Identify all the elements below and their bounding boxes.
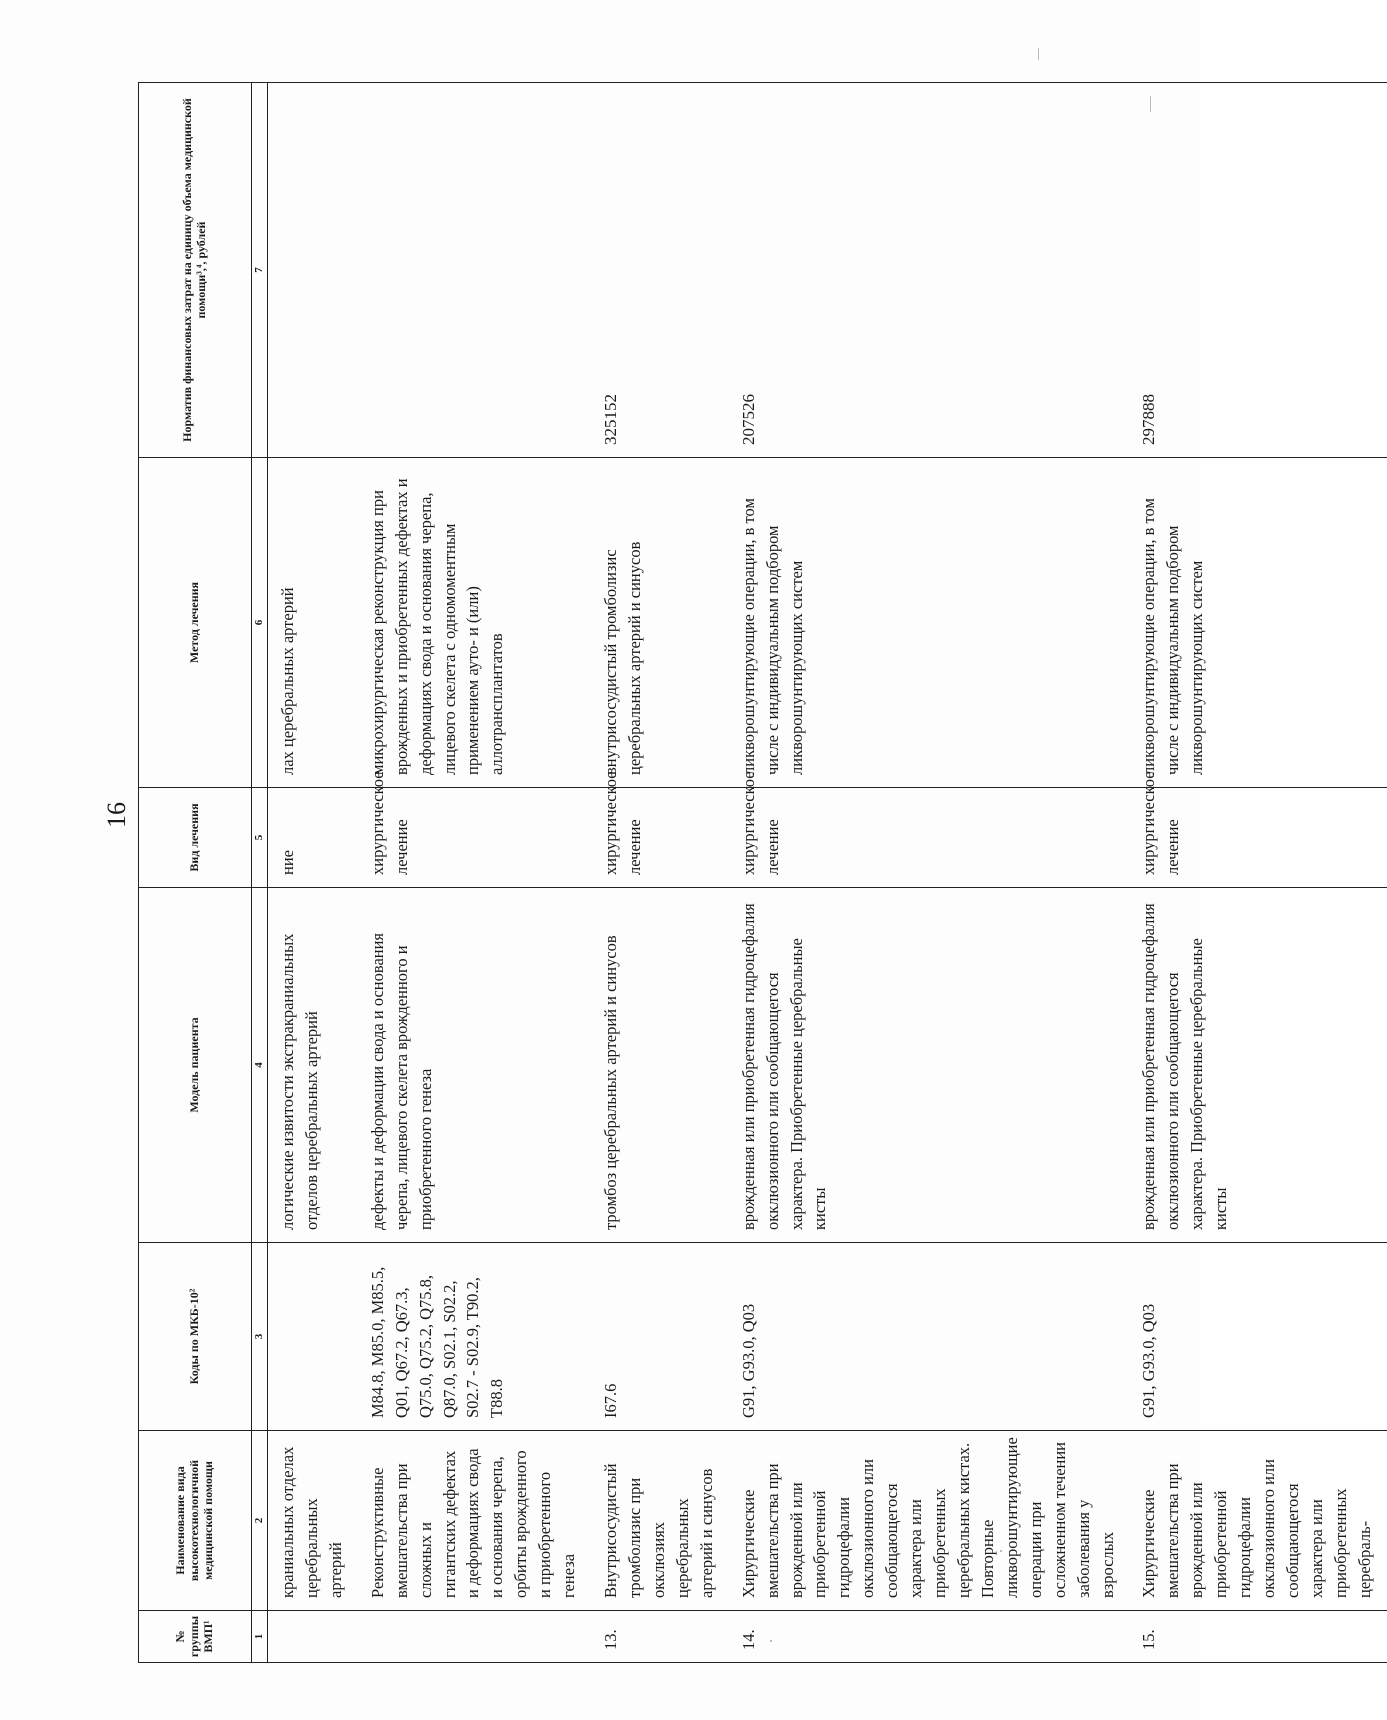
vmp-name-cell: Хирургические вмешательства при врожденной или приобретенной гидроцефалии окклюзионного или сообщающегося характера или приобретенных церебраль- (1129, 1431, 1386, 1611)
header-row (139, 83, 252, 1663)
patient-model-cell: врожденная или приобретенная гидроцефалия окклюзионного или сообщающегося характера. Приобретенные церебральные кисты (729, 888, 1130, 1243)
icd-codes-cell: M84.8, M85.0, M85.5, Q01, Q67.2, Q67.3, Q75.0, Q75.2, Q75.8, Q87.0, S02.1, S02.2, S02.7 - S02.9, T90.2, T88.8 (358, 1243, 591, 1431)
table-row (591, 83, 729, 1663)
table-row (1129, 83, 1386, 1663)
scan-speck (1150, 96, 1151, 112)
header-group-number: № группы ВМП¹ (139, 1611, 252, 1663)
rotated-table-container (138, 83, 1374, 1663)
column-number: 3 (252, 1243, 268, 1431)
treatment-method-cell: ликворошунтирующие операции, в том числе с индивидуальным подбором ликворошунтирующих систем (729, 458, 1130, 788)
patient-model-cell: дефекты и деформации свода и основания черепа, лицевого скелета врожденного и приобретенного генеза (358, 888, 591, 1243)
header-icd-codes: Коды по МКБ-10² (139, 1243, 252, 1431)
treatment-type-cell: ние (268, 788, 358, 888)
patient-model-cell: логические извитости экстракраниальных отделов церебральных артерий (268, 888, 358, 1243)
group-number-cell: 15. (1129, 1611, 1386, 1663)
icd-codes-cell (268, 1243, 358, 1431)
scan-speck (1000, 1550, 1002, 1552)
treatment-type-cell: хирургическое лечение (1129, 788, 1386, 888)
cost-cell (358, 83, 591, 458)
patient-model-cell: тромбоз церебральных артерий и синусов (591, 888, 729, 1243)
column-number: 1 (252, 1611, 268, 1663)
vmp-name-cell: Хирургические вмешательства при врожденной или приобретенной гидроцефалии окклюзионного или сообщающегося характера или приобретенных церебральных кистах. Повторные ликворошунтирующие операции при осложненном течении заболевания у взрослых (729, 1431, 1130, 1611)
column-number-row (252, 83, 268, 1663)
header-patient-model: Модель пациента (139, 888, 252, 1243)
vmp-name-cell: краниальных отделах церебральных артерий (268, 1431, 358, 1611)
icd-codes-cell: G91, G93.0, Q03 (1129, 1243, 1386, 1431)
table-row (729, 83, 1130, 1663)
treatment-type-cell: хирургическое лечение (729, 788, 1130, 888)
treatment-type-cell: хирургическое лечение (591, 788, 729, 888)
column-number: 5 (252, 788, 268, 888)
cost-cell: 297888 (1129, 83, 1386, 458)
icd-codes-cell: I67.6 (591, 1243, 729, 1431)
vmp-name-cell: Реконструктивные вмешательства при сложных и гигантских дефектах и деформациях свода и основания черепа, орбиты врожденного и приобретенного генеза (358, 1431, 591, 1611)
header-vmp-name: Наименование вида высокотехнологичной медицинской помощи (139, 1431, 252, 1611)
header-treatment-type: Вид лечения (139, 788, 252, 888)
treatment-method-cell: ликворошунтирующие операции, в том числе с индивидуальным подбором ликворошунтирующих систем (1129, 458, 1386, 788)
icd-codes-cell: G91, G93.0, Q03 (729, 1243, 1130, 1431)
treatment-method-cell: микрохирургическая реконструкция при врожденных и приобретенных дефектах и деформациях свода и основания черепа, лицевого скелета с одномоментным применением ауто- и (или) аллотрансплантатов (358, 458, 591, 788)
cost-cell: 325152 (591, 83, 729, 458)
cost-cell (268, 83, 358, 458)
cost-cell: 207526 (729, 83, 1130, 458)
column-number: 6 (252, 458, 268, 788)
vmp-name-cell: Внутрисосудистый тромболизис при окклюзиях церебральных артерий и синусов (591, 1431, 729, 1611)
column-number: 7 (252, 83, 268, 458)
header-treatment-method: Метод лечения (139, 458, 252, 788)
treatment-method-cell: внутрисосудистый тромболизис церебральных артерий и синусов (591, 458, 729, 788)
treatment-method-cell: лах церебральных артерий (268, 458, 358, 788)
table-row (268, 83, 358, 1663)
header-cost-standard: Норматив финансовых затрат на единицу объема медицинской помощи³,⁴, рублей (139, 83, 252, 458)
group-number-cell (268, 1611, 358, 1663)
vmp-table (138, 82, 1387, 1663)
column-number: 2 (252, 1431, 268, 1611)
scan-speck (770, 1640, 772, 1642)
table-row (358, 83, 591, 1663)
group-number-cell (358, 1611, 591, 1663)
patient-model-cell: врожденная или приобретенная гидроцефалия окклюзионного или сообщающегося характера. Приобретенные церебральные кисты (1129, 888, 1386, 1243)
group-number-cell: 13. (591, 1611, 729, 1663)
page-number: 16 (102, 802, 131, 828)
column-number: 4 (252, 888, 268, 1243)
group-number-cell: 14. (729, 1611, 1130, 1663)
treatment-type-cell: хирургическое лечение (358, 788, 591, 888)
scan-speck (1038, 48, 1039, 60)
